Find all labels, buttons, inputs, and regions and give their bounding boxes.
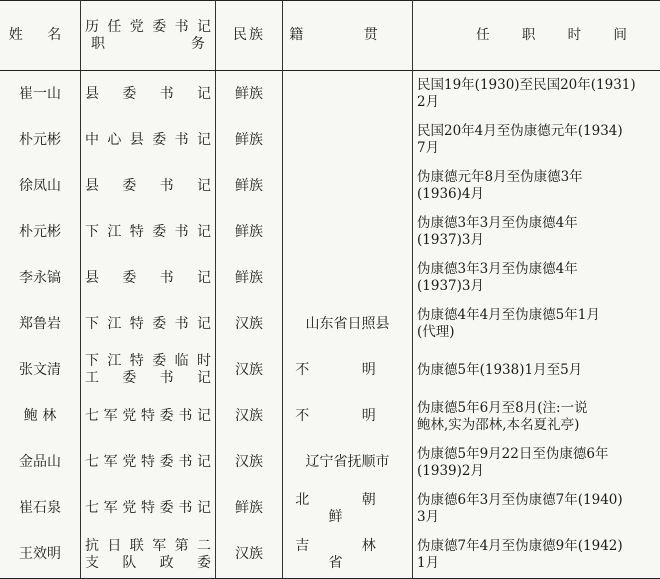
post-line: 下江特委书记 — [85, 315, 211, 332]
cell-name: 李永镐 — [0, 255, 81, 301]
tenure-line: (1937)3月 — [417, 278, 484, 295]
cell-ethnicity: 鲜族 — [216, 117, 283, 163]
cell-tenure — [413, 209, 660, 255]
tenure-line: 民国19年(1930)至民国20年(1931) — [417, 77, 636, 94]
table-row — [0, 209, 660, 255]
cell-name: 朴元彬 — [0, 117, 81, 163]
cell-hometown: 山东省日照县 — [283, 301, 413, 347]
table-row — [0, 163, 660, 209]
cell-tenure — [413, 440, 660, 486]
cell-hometown — [283, 209, 413, 255]
tenure-line: 伪康德4年4月至伪康德5年1月 — [417, 307, 600, 324]
table-body — [0, 71, 660, 579]
cell-tenure — [413, 486, 660, 532]
post-line: 县 委 书 记 — [85, 85, 211, 102]
post-line: 下江特委书记 — [85, 223, 211, 240]
cell-name: 朴元彬 — [0, 209, 81, 255]
cell-ethnicity: 汉族 — [216, 394, 283, 440]
post-line: 抗日联军第二 — [85, 537, 211, 554]
tenure-line: (代理) — [417, 324, 455, 341]
cell-post — [81, 117, 216, 163]
cell-hometown: 吉 林 省 — [283, 532, 413, 579]
cell-name: 崔石泉 — [0, 486, 81, 532]
tenure-line: 7月 — [417, 140, 440, 157]
table-row — [0, 71, 660, 118]
table-row — [0, 347, 660, 393]
cell-ethnicity: 鲜族 — [216, 71, 283, 118]
post-line: 县 委 书 记 — [85, 177, 211, 194]
cell-post — [81, 440, 216, 486]
cell-ethnicity: 鲜族 — [216, 209, 283, 255]
tenure-line: 伪康德6年3月至伪康德7年(1940) — [417, 491, 623, 508]
tenure-line: 鲍林,实为邵林,本名夏礼亭) — [417, 416, 580, 433]
cell-hometown — [283, 255, 413, 301]
cell-hometown — [283, 117, 413, 163]
cell-name: 鲍 林 — [0, 394, 81, 440]
header-row — [0, 1, 660, 71]
header-post — [81, 1, 216, 71]
header-name: 姓 名 — [0, 1, 81, 71]
tenure-line: 伪康德3年3月至伪康德4年 — [417, 261, 578, 278]
cell-hometown — [283, 71, 413, 118]
table-row — [0, 532, 660, 579]
tenure-line: (1939)2月 — [417, 462, 484, 479]
cell-ethnicity: 汉族 — [216, 301, 283, 347]
tenure-line: 伪康德5年6月至8月(注:一说 — [417, 399, 588, 416]
header-tenure: 任 职 时 间 — [413, 1, 660, 71]
table-row — [0, 486, 660, 532]
cell-hometown: 不 明 — [283, 347, 413, 393]
table-row — [0, 255, 660, 301]
cell-hometown: 辽宁省抚顺市 — [283, 440, 413, 486]
tenure-line: 伪康德元年8月至伪康德3年 — [417, 169, 583, 186]
cell-hometown: 北 朝 鲜 — [283, 486, 413, 532]
cell-name: 徐凤山 — [0, 163, 81, 209]
post-line: 中心县委书记 — [85, 131, 211, 148]
cell-ethnicity: 汉族 — [216, 440, 283, 486]
cell-name: 张文清 — [0, 347, 81, 393]
cell-post — [81, 532, 216, 579]
tenure-line: 2月 — [417, 94, 440, 111]
cell-post — [81, 71, 216, 118]
tenure-line: 伪康德7年4月至伪康德9年(1942) — [417, 537, 623, 554]
cell-ethnicity: 鲜族 — [216, 163, 283, 209]
cell-name: 王效明 — [0, 532, 81, 579]
cell-tenure — [413, 347, 660, 393]
cell-tenure — [413, 301, 660, 347]
cell-ethnicity: 汉族 — [216, 532, 283, 579]
cell-post — [81, 301, 216, 347]
post-line: 下江特委临时 — [85, 353, 211, 370]
table-row — [0, 301, 660, 347]
cell-tenure — [413, 71, 660, 118]
cell-tenure — [413, 532, 660, 579]
tenure-line: (1937)3月 — [417, 232, 484, 249]
post-line: 七军党特委书记 — [85, 500, 211, 517]
cell-ethnicity: 鲜族 — [216, 486, 283, 532]
tenure-line: 1月 — [417, 554, 440, 571]
header-ethnicity: 民族 — [216, 1, 283, 71]
table-row — [0, 394, 660, 440]
cell-hometown: 不 明 — [283, 394, 413, 440]
cell-tenure — [413, 255, 660, 301]
header-post-line2: 职 务 — [91, 35, 205, 52]
cell-post — [81, 163, 216, 209]
cell-tenure — [413, 163, 660, 209]
header-hometown: 籍 贯 — [283, 1, 413, 71]
table-row — [0, 440, 660, 486]
cell-name: 崔一山 — [0, 71, 81, 118]
cell-post — [81, 209, 216, 255]
post-line: 工 委 书 记 — [85, 370, 211, 387]
cell-post — [81, 255, 216, 301]
cell-hometown — [283, 163, 413, 209]
post-line: 七军党特委书记 — [85, 408, 211, 425]
tenure-line: 伪康德5年9月22日至伪康德6年 — [417, 445, 609, 462]
post-line: 县 委 书 记 — [85, 269, 211, 286]
cell-post — [81, 347, 216, 393]
tenure-line: 伪康德5年(1938)1月至5月 — [417, 361, 583, 378]
tenure-line: 民国20年4月至伪康德元年(1934) — [417, 123, 623, 140]
tenure-line: 3月 — [417, 508, 440, 525]
cell-name: 郑鲁岩 — [0, 301, 81, 347]
cell-tenure — [413, 117, 660, 163]
post-line: 支 队 政 委 — [85, 554, 211, 571]
cell-tenure — [413, 394, 660, 440]
header-post-line1: 历任党委书记 — [85, 18, 211, 35]
cell-ethnicity: 汉族 — [216, 347, 283, 393]
cell-name: 金品山 — [0, 440, 81, 486]
table-row — [0, 117, 660, 163]
cell-post — [81, 486, 216, 532]
tenure-line: 伪康德3年3月至伪康德4年 — [417, 215, 578, 232]
tenure-line: (1936)4月 — [417, 186, 484, 203]
post-line: 七军党特委书记 — [85, 454, 211, 471]
cell-post — [81, 394, 216, 440]
cell-ethnicity: 鲜族 — [216, 255, 283, 301]
